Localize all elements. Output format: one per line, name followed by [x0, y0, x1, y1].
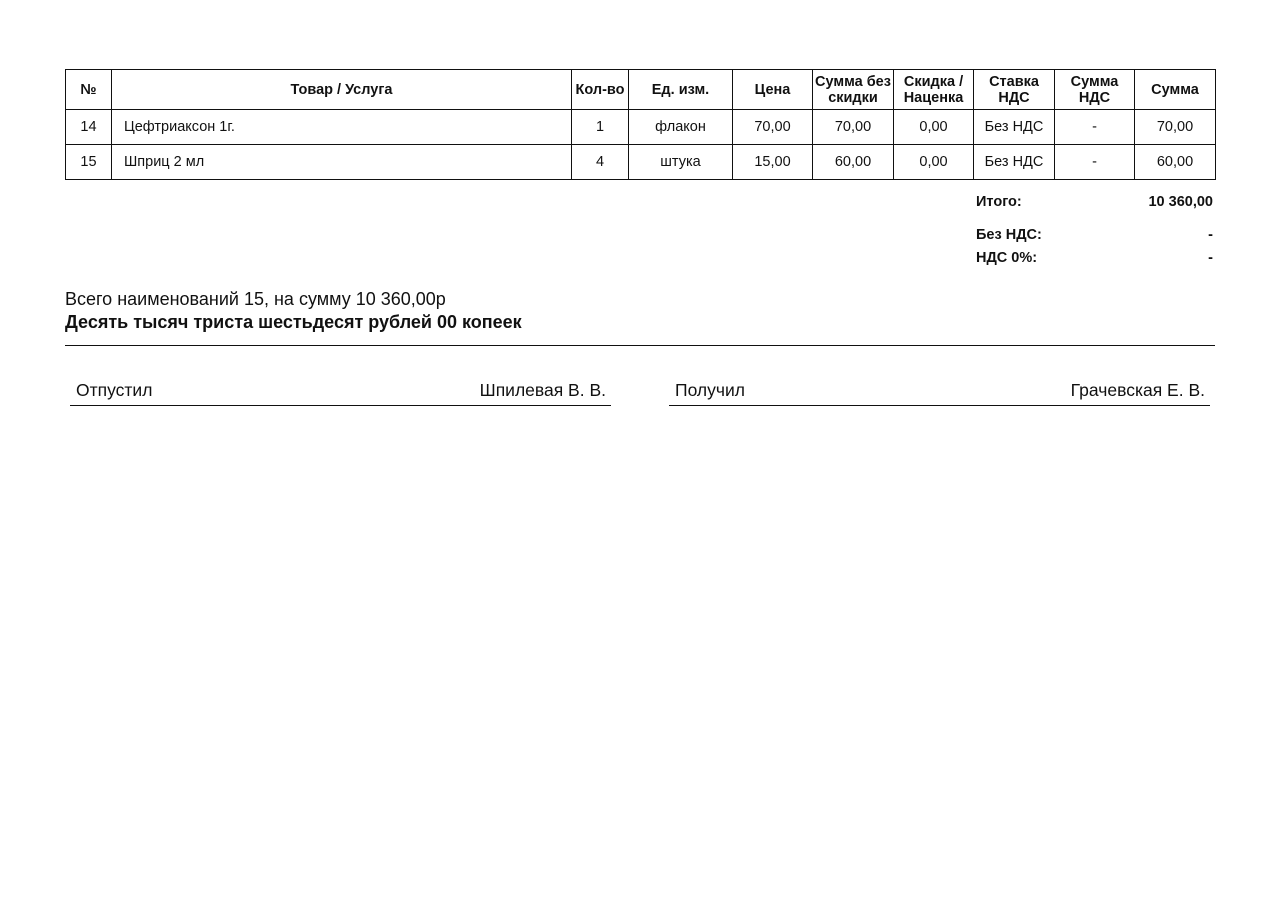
cell-qty: 1 [572, 110, 629, 145]
cell-qty: 4 [572, 145, 629, 180]
cell-discount: 0,00 [894, 145, 974, 180]
received-name: Грачевская Е. В. [1070, 380, 1205, 400]
cell-num: 14 [66, 110, 112, 145]
cell-discount: 0,00 [894, 110, 974, 145]
cell-vat-sum: - [1055, 110, 1135, 145]
header-vat-sum [1055, 70, 1135, 110]
header-vat-rate [974, 70, 1055, 110]
cell-price: 15,00 [733, 145, 813, 180]
header-vat-sum-line2: НДС [1078, 89, 1111, 106]
cell-sum-no-discount: 70,00 [813, 110, 894, 145]
header-discount-line2: Наценка [903, 89, 964, 106]
header-sum-no-discount-line1: Сумма без [815, 73, 891, 90]
cell-price: 70,00 [733, 110, 813, 145]
table-row [66, 145, 1216, 180]
cell-vat-sum: - [1055, 145, 1135, 180]
table-row [66, 110, 1216, 145]
header-vat-rate-line2: НДС [998, 89, 1030, 106]
header-sum-no-discount-line2: скидки [828, 89, 878, 106]
vat0-label: НДС 0%: [976, 250, 1038, 266]
received-label: Получил [675, 380, 745, 400]
header-total: Сумма [1135, 70, 1216, 110]
header-unit: Ед. изм. [629, 70, 733, 110]
section-divider [65, 345, 1215, 346]
cell-name: Шприц 2 мл [112, 145, 572, 180]
cell-unit: штука [629, 145, 733, 180]
no-vat-label: Без НДС: [976, 227, 1042, 243]
header-price: Цена [733, 70, 813, 110]
header-discount [894, 70, 974, 110]
cell-total: 70,00 [1135, 110, 1216, 145]
header-sum-no-discount [813, 70, 894, 110]
vat0-value: - [1208, 250, 1213, 266]
cell-num: 15 [66, 145, 112, 180]
cell-vat-rate: Без НДС [974, 145, 1055, 180]
total-value: 10 360,00 [1148, 194, 1213, 210]
released-signature-block [70, 378, 611, 406]
summary-count-line: Всего наименований 15, на сумму 10 360,00р [65, 289, 446, 309]
cell-total: 60,00 [1135, 145, 1216, 180]
cell-unit: флакон [629, 110, 733, 145]
released-label: Отпустил [76, 380, 153, 400]
total-label: Итого: [976, 194, 1022, 210]
header-vat-rate-line1: Ставка [989, 73, 1039, 90]
summary-amount-words: Десять тысяч триста шестьдесят рублей 00 копеек [65, 312, 522, 332]
cell-name: Цефтриаксон 1г. [112, 110, 572, 145]
cell-vat-rate: Без НДС [974, 110, 1055, 145]
released-name: Шпилевая В. В. [479, 380, 606, 400]
received-signature-block [669, 378, 1210, 406]
header-vat-sum-line1: Сумма [1070, 73, 1119, 90]
header-num: № [66, 70, 112, 110]
header-name: Товар / Услуга [112, 70, 572, 110]
table-header-row [66, 70, 1216, 110]
header-discount-line1: Скидка / [903, 73, 964, 90]
header-qty: Кол-во [572, 70, 629, 110]
no-vat-value: - [1208, 227, 1213, 243]
items-table [65, 69, 1216, 180]
cell-sum-no-discount: 60,00 [813, 145, 894, 180]
